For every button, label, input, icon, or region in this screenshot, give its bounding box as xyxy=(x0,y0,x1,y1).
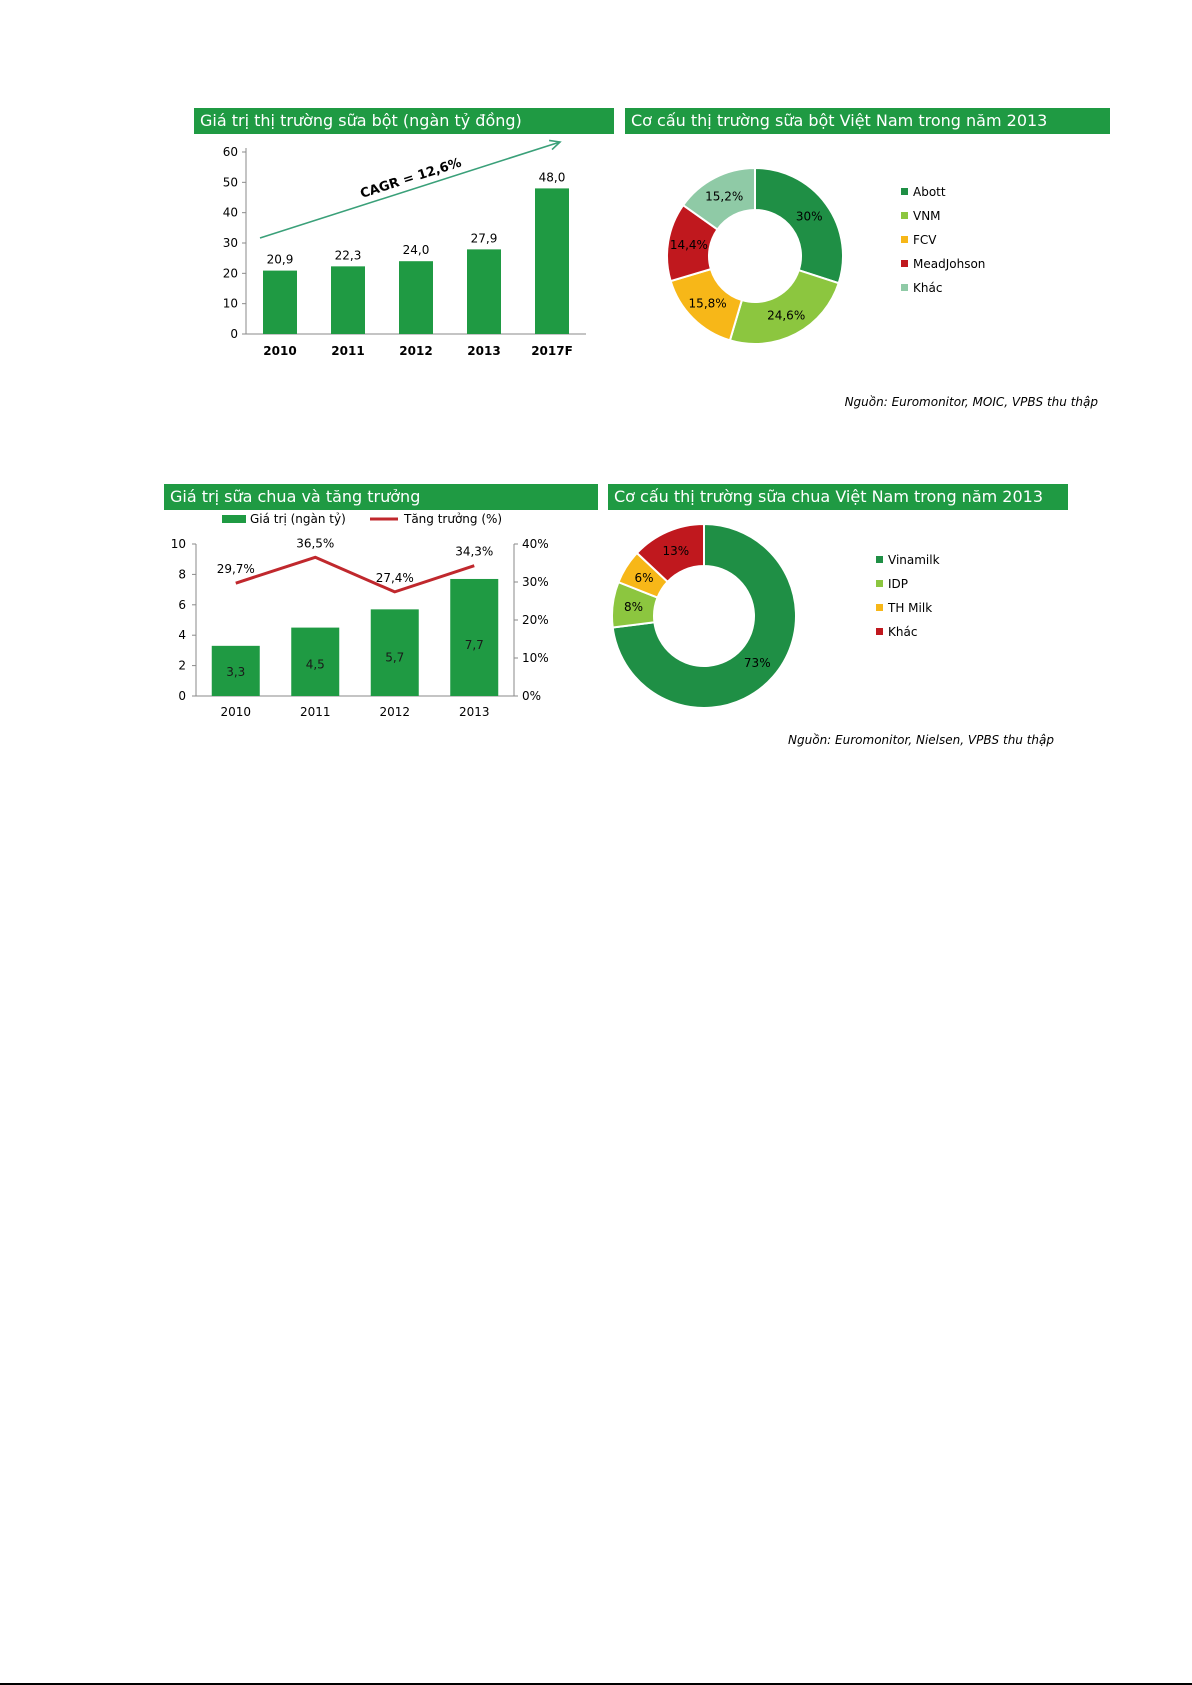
powder-share-chart xyxy=(625,134,1110,368)
growth-line xyxy=(236,557,475,592)
yogurt-source-note: Nguồn: Euromonitor, Nielsen, VPBS thu thập xyxy=(788,733,1054,747)
y-tick-label: 10 xyxy=(170,537,186,551)
slice-label: 30% xyxy=(795,209,823,224)
slice-label: 24,6% xyxy=(767,308,806,323)
legend-label: MeadJohson xyxy=(913,257,986,271)
y2-tick-label: 30% xyxy=(522,575,549,589)
legend-label: FCV xyxy=(913,233,937,247)
y2-tick-label: 20% xyxy=(522,613,549,627)
y-tick-label: 4 xyxy=(178,628,186,643)
slice-label: 6% xyxy=(634,570,654,585)
y-tick-label: 0 xyxy=(230,327,238,341)
bar-value-label: 3,3 xyxy=(226,664,246,679)
legend-swatch xyxy=(876,556,883,563)
y-tick-label: 30 xyxy=(222,236,238,250)
slice-label: 13% xyxy=(662,543,690,558)
donut-slice xyxy=(730,270,839,344)
yogurt-share-chart xyxy=(608,510,1068,720)
line-value-label: 27,4% xyxy=(375,570,414,585)
powder-value-chart xyxy=(194,134,614,408)
x-tick-label: 2011 xyxy=(331,344,365,358)
bar xyxy=(331,266,365,334)
legend-label: Tăng trưởng (%) xyxy=(404,512,503,526)
x-tick-label: 2011 xyxy=(299,705,331,719)
x-tick-label: 2010 xyxy=(220,705,252,719)
data-label: 24,0 xyxy=(402,243,430,258)
bar xyxy=(263,271,297,334)
bar xyxy=(399,261,433,334)
powder-milk-panel xyxy=(194,108,1110,408)
x-tick-label: 2013 xyxy=(458,705,490,719)
slice-label: 15,8% xyxy=(688,296,727,311)
data-label: 20,9 xyxy=(266,252,294,267)
cagr-annotation: CAGR = 12,6% xyxy=(358,155,464,202)
bar xyxy=(467,249,501,334)
line-value-label: 29,7% xyxy=(216,562,255,577)
slice-label: 73% xyxy=(743,655,771,670)
y2-tick-label: 40% xyxy=(522,537,549,551)
bar-value-label: 5,7 xyxy=(385,650,405,665)
slice-label: 14,4% xyxy=(669,238,708,253)
legend-label: Khác xyxy=(913,281,943,295)
legend-swatch xyxy=(901,212,908,219)
legend-swatch xyxy=(901,260,908,267)
yogurt-value-chart xyxy=(164,510,598,759)
data-label: 27,9 xyxy=(470,231,498,246)
slice-label: 15,2% xyxy=(705,189,744,204)
data-label: 22,3 xyxy=(334,248,362,263)
x-tick-label: 2010 xyxy=(263,344,297,358)
y-tick-label: 20 xyxy=(222,266,238,281)
legend-label: Giá trị (ngàn tỷ) xyxy=(250,512,346,526)
legend-swatch xyxy=(901,188,908,195)
data-label: 48,0 xyxy=(538,170,566,185)
x-tick-label: 2012 xyxy=(399,344,433,358)
legend-label: IDP xyxy=(888,577,909,591)
donut-slice xyxy=(755,168,843,283)
legend-label: Abott xyxy=(913,185,946,199)
powder-share-header: Cơ cấu thị trường sữa bột Việt Nam trong năm 2013 xyxy=(625,108,1110,134)
y-tick-label: 50 xyxy=(222,175,238,190)
slice-label: 8% xyxy=(624,600,644,615)
yogurt-value-header: Giá trị sữa chua và tăng trưởng xyxy=(164,484,598,510)
legend-swatch xyxy=(876,580,883,587)
legend-label: Vinamilk xyxy=(888,553,940,567)
yogurt-panel xyxy=(164,484,1068,759)
legend-swatch xyxy=(901,236,908,243)
y-tick-label: 10 xyxy=(222,296,238,311)
legend-label: Khác xyxy=(888,625,918,639)
yogurt-share-header: Cơ cấu thị trường sữa chua Việt Nam trong năm 2013 xyxy=(608,484,1068,510)
y-tick-label: 40 xyxy=(222,205,238,220)
y2-tick-label: 10% xyxy=(522,651,549,665)
powder-value-header: Giá trị thị trường sữa bột (ngàn tỷ đồng) xyxy=(194,108,614,134)
x-tick-label: 2017F xyxy=(531,344,573,358)
x-tick-label: 2013 xyxy=(467,344,501,358)
powder-source-note: Nguồn: Euromonitor, MOIC, VPBS thu thập xyxy=(844,395,1098,409)
x-tick-label: 2012 xyxy=(379,705,411,719)
bar-value-label: 4,5 xyxy=(305,657,325,672)
bar xyxy=(535,188,569,334)
y-tick-label: 8 xyxy=(178,567,186,582)
bar-value-label: 7,7 xyxy=(464,638,484,653)
legend-swatch xyxy=(901,284,908,291)
y-tick-label: 2 xyxy=(178,658,186,673)
legend-swatch xyxy=(876,604,883,611)
legend-label: VNM xyxy=(913,209,941,223)
y-tick-label: 6 xyxy=(178,597,186,612)
line-value-label: 34,3% xyxy=(455,544,494,559)
cagr-arrow xyxy=(260,142,560,238)
y-tick-label: 0 xyxy=(178,689,186,703)
legend-swatch-bar xyxy=(222,515,246,523)
y-tick-label: 60 xyxy=(222,145,238,159)
line-value-label: 36,5% xyxy=(296,536,335,551)
legend-swatch xyxy=(876,628,883,635)
legend-label: TH Milk xyxy=(888,601,933,615)
y2-tick-label: 0% xyxy=(522,689,542,703)
